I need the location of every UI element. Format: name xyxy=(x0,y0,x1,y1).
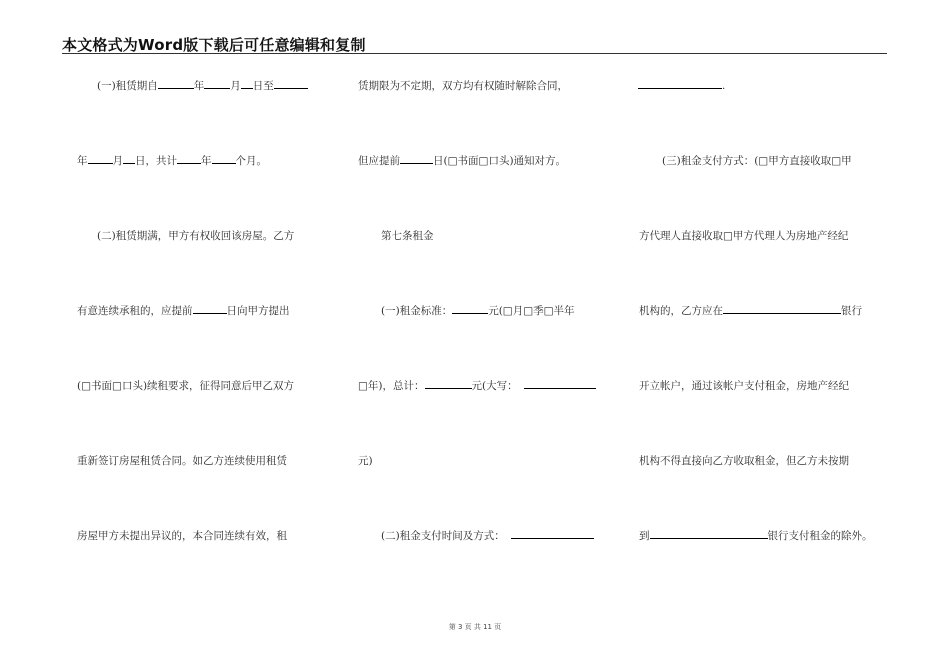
col2-line3-article-heading: 第七条租金 xyxy=(381,230,434,242)
text: 年 xyxy=(77,155,88,167)
col3-line1 xyxy=(638,79,725,93)
col3-line7 xyxy=(639,529,873,543)
col3-line6: 机构不得直接向乙方收取租金，但乙方未按期 xyxy=(639,455,849,467)
text: 月 xyxy=(112,155,123,167)
text: 年 xyxy=(193,80,205,92)
text: 日(□书面□口头)通知对方。 xyxy=(433,155,567,167)
blank-field xyxy=(88,154,113,164)
col1-line3: (二)租赁期满，甲方有权收回该房屋。乙方 xyxy=(97,230,295,242)
blank-field xyxy=(400,154,433,164)
col3-line5: 开立帐户，通过该帐户支付租金，房地产经纪 xyxy=(639,380,849,392)
text: 但应提前 xyxy=(358,155,400,167)
text: 有意连续承租的，应提前 xyxy=(77,305,193,317)
blank-field xyxy=(524,379,596,389)
text: 日向甲方提出 xyxy=(226,305,290,317)
col1-line5: (□书面□口头)续租要求，征得同意后甲乙双方 xyxy=(77,380,295,392)
header-divider xyxy=(62,53,887,54)
text: 年 xyxy=(201,155,212,167)
col2-line4 xyxy=(381,304,575,318)
text: 个月。 xyxy=(235,155,267,167)
col1-line4 xyxy=(77,304,290,318)
blank-field xyxy=(425,379,472,389)
text: 银行支付租金的除外。 xyxy=(767,530,873,542)
blank-field xyxy=(241,79,253,89)
blank-field xyxy=(511,529,594,539)
col3-line4 xyxy=(639,304,862,318)
blank-field xyxy=(452,304,488,314)
text: 机构的，乙方应在 xyxy=(639,305,723,317)
col2-line7 xyxy=(381,529,594,543)
col3-line3: 方代理人直接收取□甲方代理人为房地产经纪 xyxy=(639,230,849,242)
blank-field xyxy=(274,79,308,89)
document-header-title: 本文格式为Word版下载后可任意编辑和复制 xyxy=(62,36,366,54)
text: 银行 xyxy=(841,305,862,317)
blank-field xyxy=(204,79,230,89)
col1-line6: 重新签订房屋租赁合同。如乙方连续使用租赁 xyxy=(77,455,287,467)
text: 元(□月□季□半年 xyxy=(488,305,575,317)
blank-field xyxy=(638,79,722,89)
text: □年)，总计： xyxy=(358,380,425,392)
blank-field xyxy=(158,79,194,89)
blank-field xyxy=(723,304,841,314)
col3-line2: (三)租金支付方式：(□甲方直接收取□甲 xyxy=(662,155,852,167)
text: . xyxy=(722,80,726,92)
text: 月 xyxy=(230,80,241,92)
text: 日，共计 xyxy=(135,155,177,167)
text: (一)租金标准： xyxy=(381,305,453,317)
page-number: 第 3 页 共 11 页 xyxy=(448,623,502,631)
text: 到 xyxy=(639,530,650,542)
col1-line1 xyxy=(97,79,308,93)
col2-line1: 赁期限为不定期，双方均有权随时解除合同， xyxy=(358,80,568,92)
col2-line5 xyxy=(358,379,596,393)
col2-line6: 元) xyxy=(358,455,373,467)
blank-field xyxy=(650,529,768,539)
col2-line2 xyxy=(358,154,566,168)
blank-field xyxy=(193,304,227,314)
text: 日至 xyxy=(252,80,274,92)
col1-line7: 房屋甲方未提出异议的，本合同连续有效，租 xyxy=(77,530,287,542)
blank-field xyxy=(123,154,135,164)
text: 元(大写： xyxy=(471,380,518,392)
col1-line2 xyxy=(77,154,267,168)
text: (二)租金支付时间及方式： xyxy=(381,530,505,542)
text: (一)租赁期自 xyxy=(97,80,158,92)
blank-field xyxy=(212,154,236,164)
blank-field xyxy=(177,154,201,164)
